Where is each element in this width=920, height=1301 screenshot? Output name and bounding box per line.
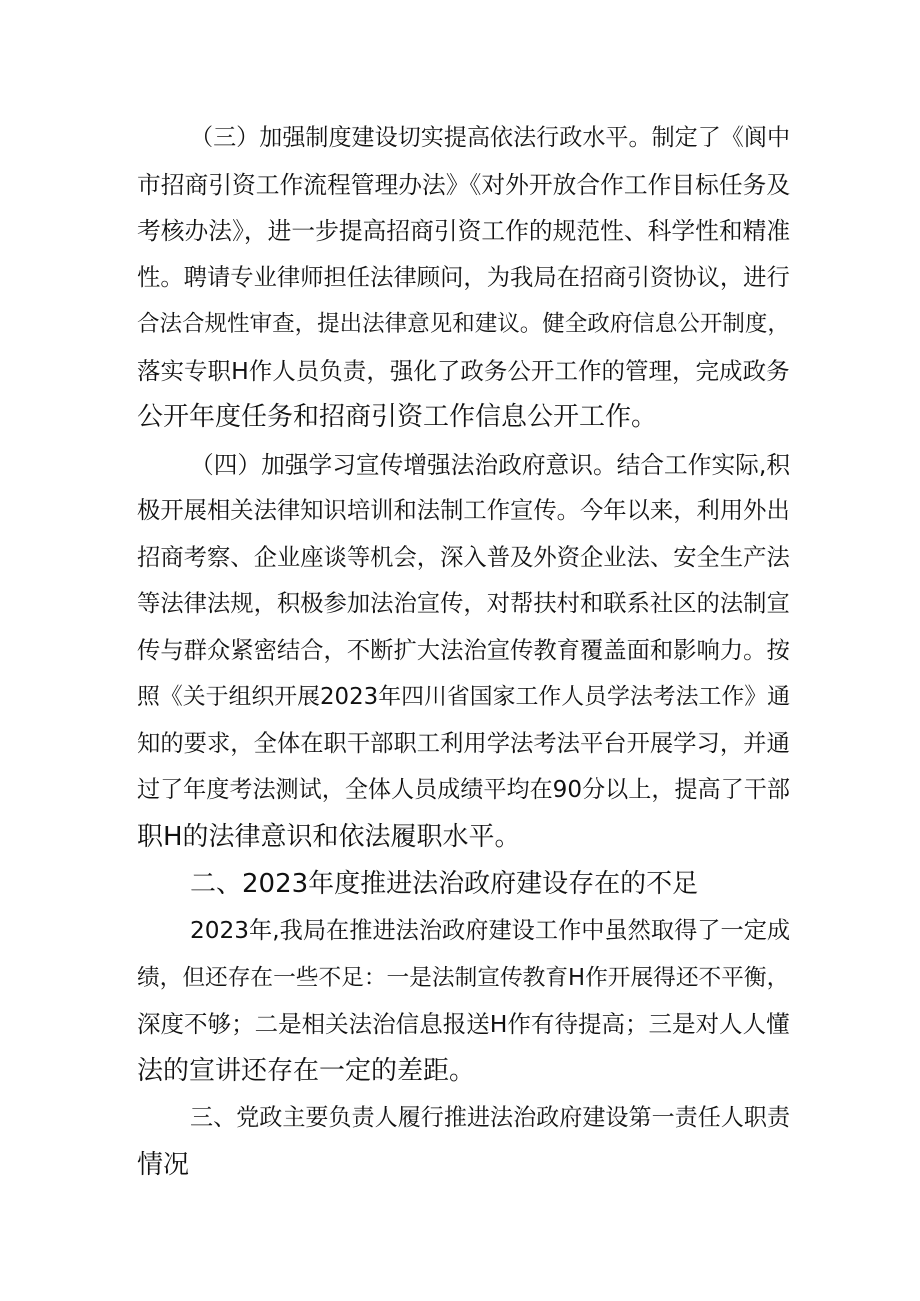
text-line: 性。聘请专业律师担任法律顾问，为我局在招商引资协议，进行 bbox=[137, 264, 790, 291]
text-line: 市招商引资工作流程管理办法》《对外开放合作工作目标任务及 bbox=[137, 171, 791, 199]
text-line: 等法律法规，积极参加法治宣传，对帮扶村和联系社区的法制宣 bbox=[137, 590, 790, 617]
text-line: 法的宣讲还存在一定的差距。 bbox=[137, 1056, 476, 1086]
text-line: （三）加强制度建设切实提高依法行政水平。制定了《阆中 bbox=[190, 125, 791, 151]
heading-line: 三、党政主要负责人履行推进法治政府建设第一责任人职责 bbox=[190, 1105, 791, 1131]
text-line: 照《关于组织开展2023年四川省国家工作人员学法考法工作》通 bbox=[137, 684, 790, 710]
text-line: 公开年度任务和招商引资工作信息公开工作。 bbox=[137, 402, 658, 432]
heading-line: 二、2023年度推进法治政府建设存在的不足 bbox=[190, 869, 699, 899]
text-line: （四）加强学习宣传增强法治政府意识。结合工作实际,积 bbox=[190, 451, 791, 479]
text-line: 绩，但还存在一些不足：一是法制宣传教育H作开展得还不平衡， bbox=[137, 965, 790, 991]
text-line: 传与群众紧密结合，不断扩大法治宣传教育覆盖面和影响力。按 bbox=[137, 637, 790, 664]
text-line: 落实专职H作人员负责，强化了政务公开工作的管理，完成政务 bbox=[137, 357, 790, 385]
text-line: 深度不够；二是相关法治信息报送H作有待提高；三是对人人懂 bbox=[137, 1010, 790, 1038]
text-line: 极开展相关法律知识培训和法制工作宣传。今年以来，利用外出 bbox=[137, 497, 790, 524]
text-line: 考核办法》，进一步提高招商引资工作的规范性、科学性和精准 bbox=[137, 217, 791, 245]
text-line: 招商考察、企业座谈等机会，深入普及外资企业法、安全生产法 bbox=[137, 544, 790, 571]
text-line: 过了年度考法测试，全体人员成绩平均在90分以上，提高了干部 bbox=[137, 777, 790, 803]
text-line: 知的要求，全体在职干部职工利用学法考法平台开展学习，并通 bbox=[137, 730, 790, 757]
text-line: 职H的法律意识和依法履职水平。 bbox=[137, 822, 521, 852]
text-line: 2023年,我局在推进法治政府建设工作中虽然取得了一定成 bbox=[190, 917, 791, 944]
heading-line: 情况 bbox=[137, 1150, 190, 1180]
text-line: 合法合规性审查，提出法律意见和建议。健全政府信息公开制度， bbox=[137, 311, 790, 337]
